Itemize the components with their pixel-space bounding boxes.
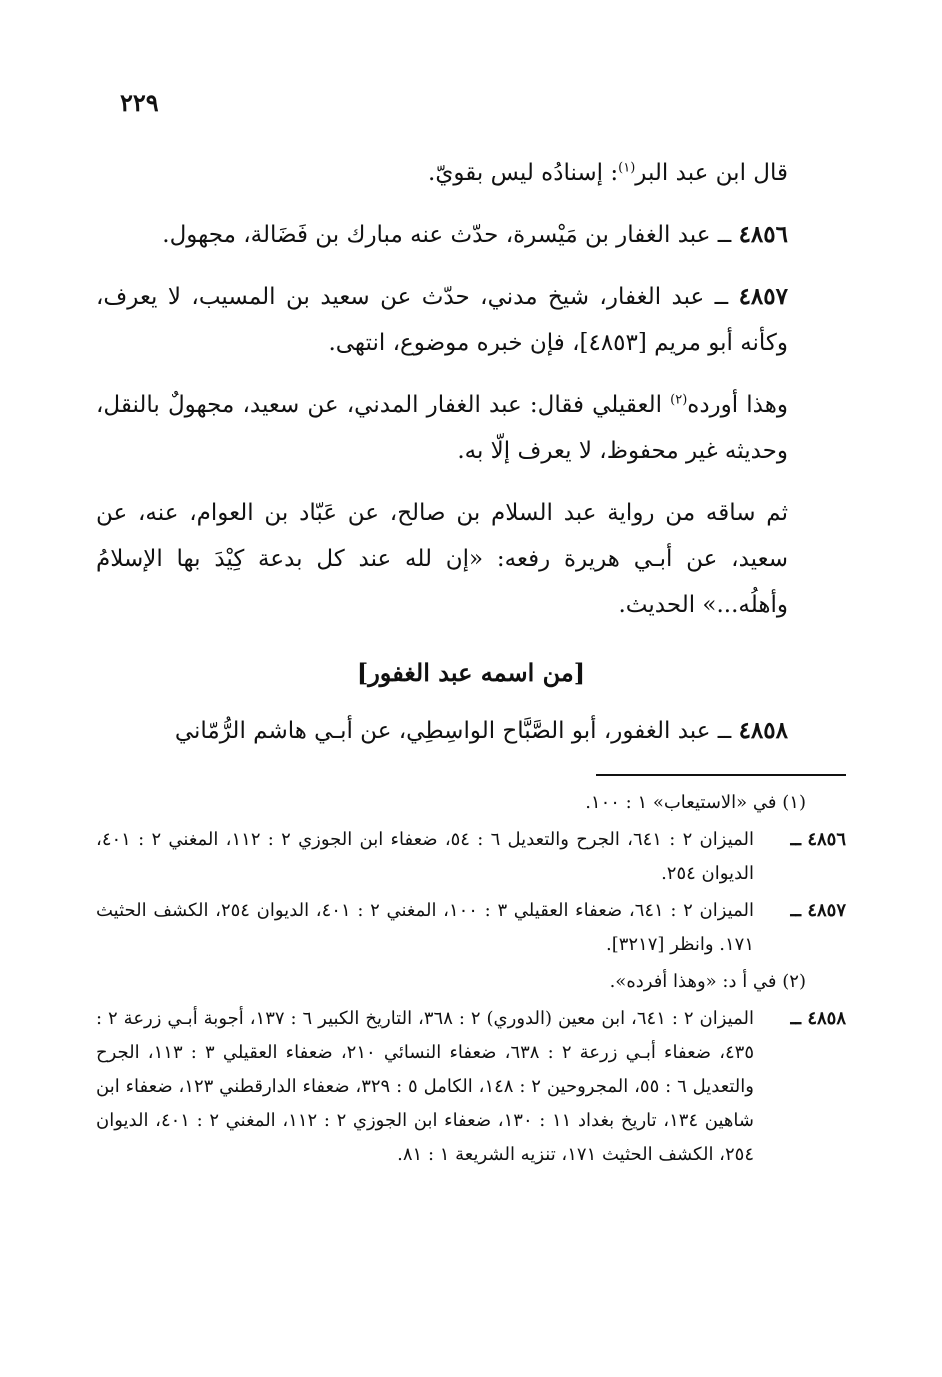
aqili-text: وهذا أورده (687, 392, 788, 418)
footnote-text: في «الاستيعاب» ١ : ١٠٠. (585, 792, 777, 813)
entry-number: ٤٨٥٧ (738, 283, 788, 310)
entry-text: عبد الغفار، شيخ مدني، حدّث عن سعيد بن المسيب، لا يعرف، وكأنه أبو مريم [٤٨٥٣]، فإن خبره موضوع، انتهى. (96, 284, 788, 356)
footnote-2 (96, 965, 846, 999)
entry-text: عبد الغفور، أبو الصَّبَّاح الواسِطِي، عن أبـي هاشم الرُّمّاني (174, 718, 711, 744)
footnote-label: (١) (782, 792, 806, 813)
footnote-label: ٤٨٥٦ ــ (790, 829, 846, 850)
footnote-text: في أ د: «وهذا أفرده». (609, 971, 777, 992)
footnote-label: (٢) (782, 971, 806, 992)
footnote-label: ٤٨٥٨ ــ (790, 1008, 846, 1029)
footnote-separator (596, 774, 846, 776)
footnote-4858 (96, 1002, 846, 1172)
entry-4856 (96, 212, 846, 258)
entry-dash: ــ (710, 718, 739, 744)
footnote-1 (96, 786, 846, 820)
intro-text: قال ابن عبد البر (635, 160, 788, 186)
footnote-4856 (96, 823, 846, 891)
footnote-text: الميزان ٢ : ٦٤١، ضعفاء العقيلي ٣ : ١٠٠، المغني ٢ : ٤٠١، الديوان ٢٥٤، الكشف الحثيث ١٧١. وانظر [٣٢١٧]. (96, 900, 754, 955)
entry-4858 (96, 708, 846, 754)
footnotes (96, 786, 846, 1175)
entry-dash: ــ (710, 222, 739, 248)
entry-text: عبد الغفار بن مَيْسرة، حدّث عنه مبارك بن فَضَالة، مجهول. (162, 222, 711, 248)
entry-number: ٤٨٥٦ (738, 221, 788, 248)
entry-4857 (96, 274, 846, 366)
footnote-marker-1: (١) (618, 160, 636, 176)
hadith-paragraph: ثم ساقه من رواية عبد السلام بن صالح، عن عَبّاد بن العوام، عنه، عن سعيد، عن أبـي هريرة رفعه: «إن لله عند كل بدعة كِيْدَ بها الإسلامُ وأهلُه...» الحديث. (96, 500, 788, 618)
intro-text-rest: : إسنادُه ليس بقويّ. (428, 160, 619, 186)
aqili-text-rest: العقيلي فقال: عبد الغفار المدني، عن سعيد، مجهولٌ بالنقل، وحديثه غير محفوظ، لا يعرف إلّا به. (96, 392, 788, 464)
entry-dash: ــ (704, 284, 739, 310)
main-text (96, 150, 846, 770)
footnote-label: ٤٨٥٧ ــ (790, 900, 846, 921)
page-number: ٢٢٩ (120, 88, 159, 117)
intro-paragraph (96, 150, 846, 196)
footnote-text: الميزان ٢ : ٦٤١، الجرح والتعديل ٦ : ٥٤، ضعفاء ابن الجوزي ٢ : ١١٢، المغني ٢ : ٤٠١، الديوان ٢٥٤. (96, 829, 755, 884)
section-heading: [من اسمه عبد الغفور] (356, 658, 586, 687)
footnote-text: الميزان ٢ : ٦٤١، ابن معين (الدوري) ٢ : ٣٦٨، التاريخ الكبير ٦ : ١٣٧، أجوبة أبـي زرعة ٢ : ٤٣٥، ضعفاء أبـي زرعة ٢ : ٦٣٨، ضعفاء النسائي ٢١٠، ضعفاء العقيلي ٣ : ١١٣، الجرح والتعديل ٦ : ٥٥، المجروحين ٢ : ١٤٨، الكامل ٥ : ٣٢٩، ضعفاء الدارقطني ١٢٣، ضعفاء ابن شاهين ١٣٤، تاريخ بغداد ١١ : ١٣٠، ضعفاء ابن الجوزي ٢ : ١١٢، المغني ٢ : ٤٠١، الديوان ٢٥٤، الكشف الحثيث ١٧١، تنزيه الشريعة ١ : ٨١. (96, 1008, 755, 1165)
footnote-4857 (96, 894, 846, 962)
footnote-marker-2: (٢) (670, 392, 688, 408)
aqili-paragraph (96, 382, 846, 474)
entry-number: ٤٨٥٨ (738, 717, 788, 744)
